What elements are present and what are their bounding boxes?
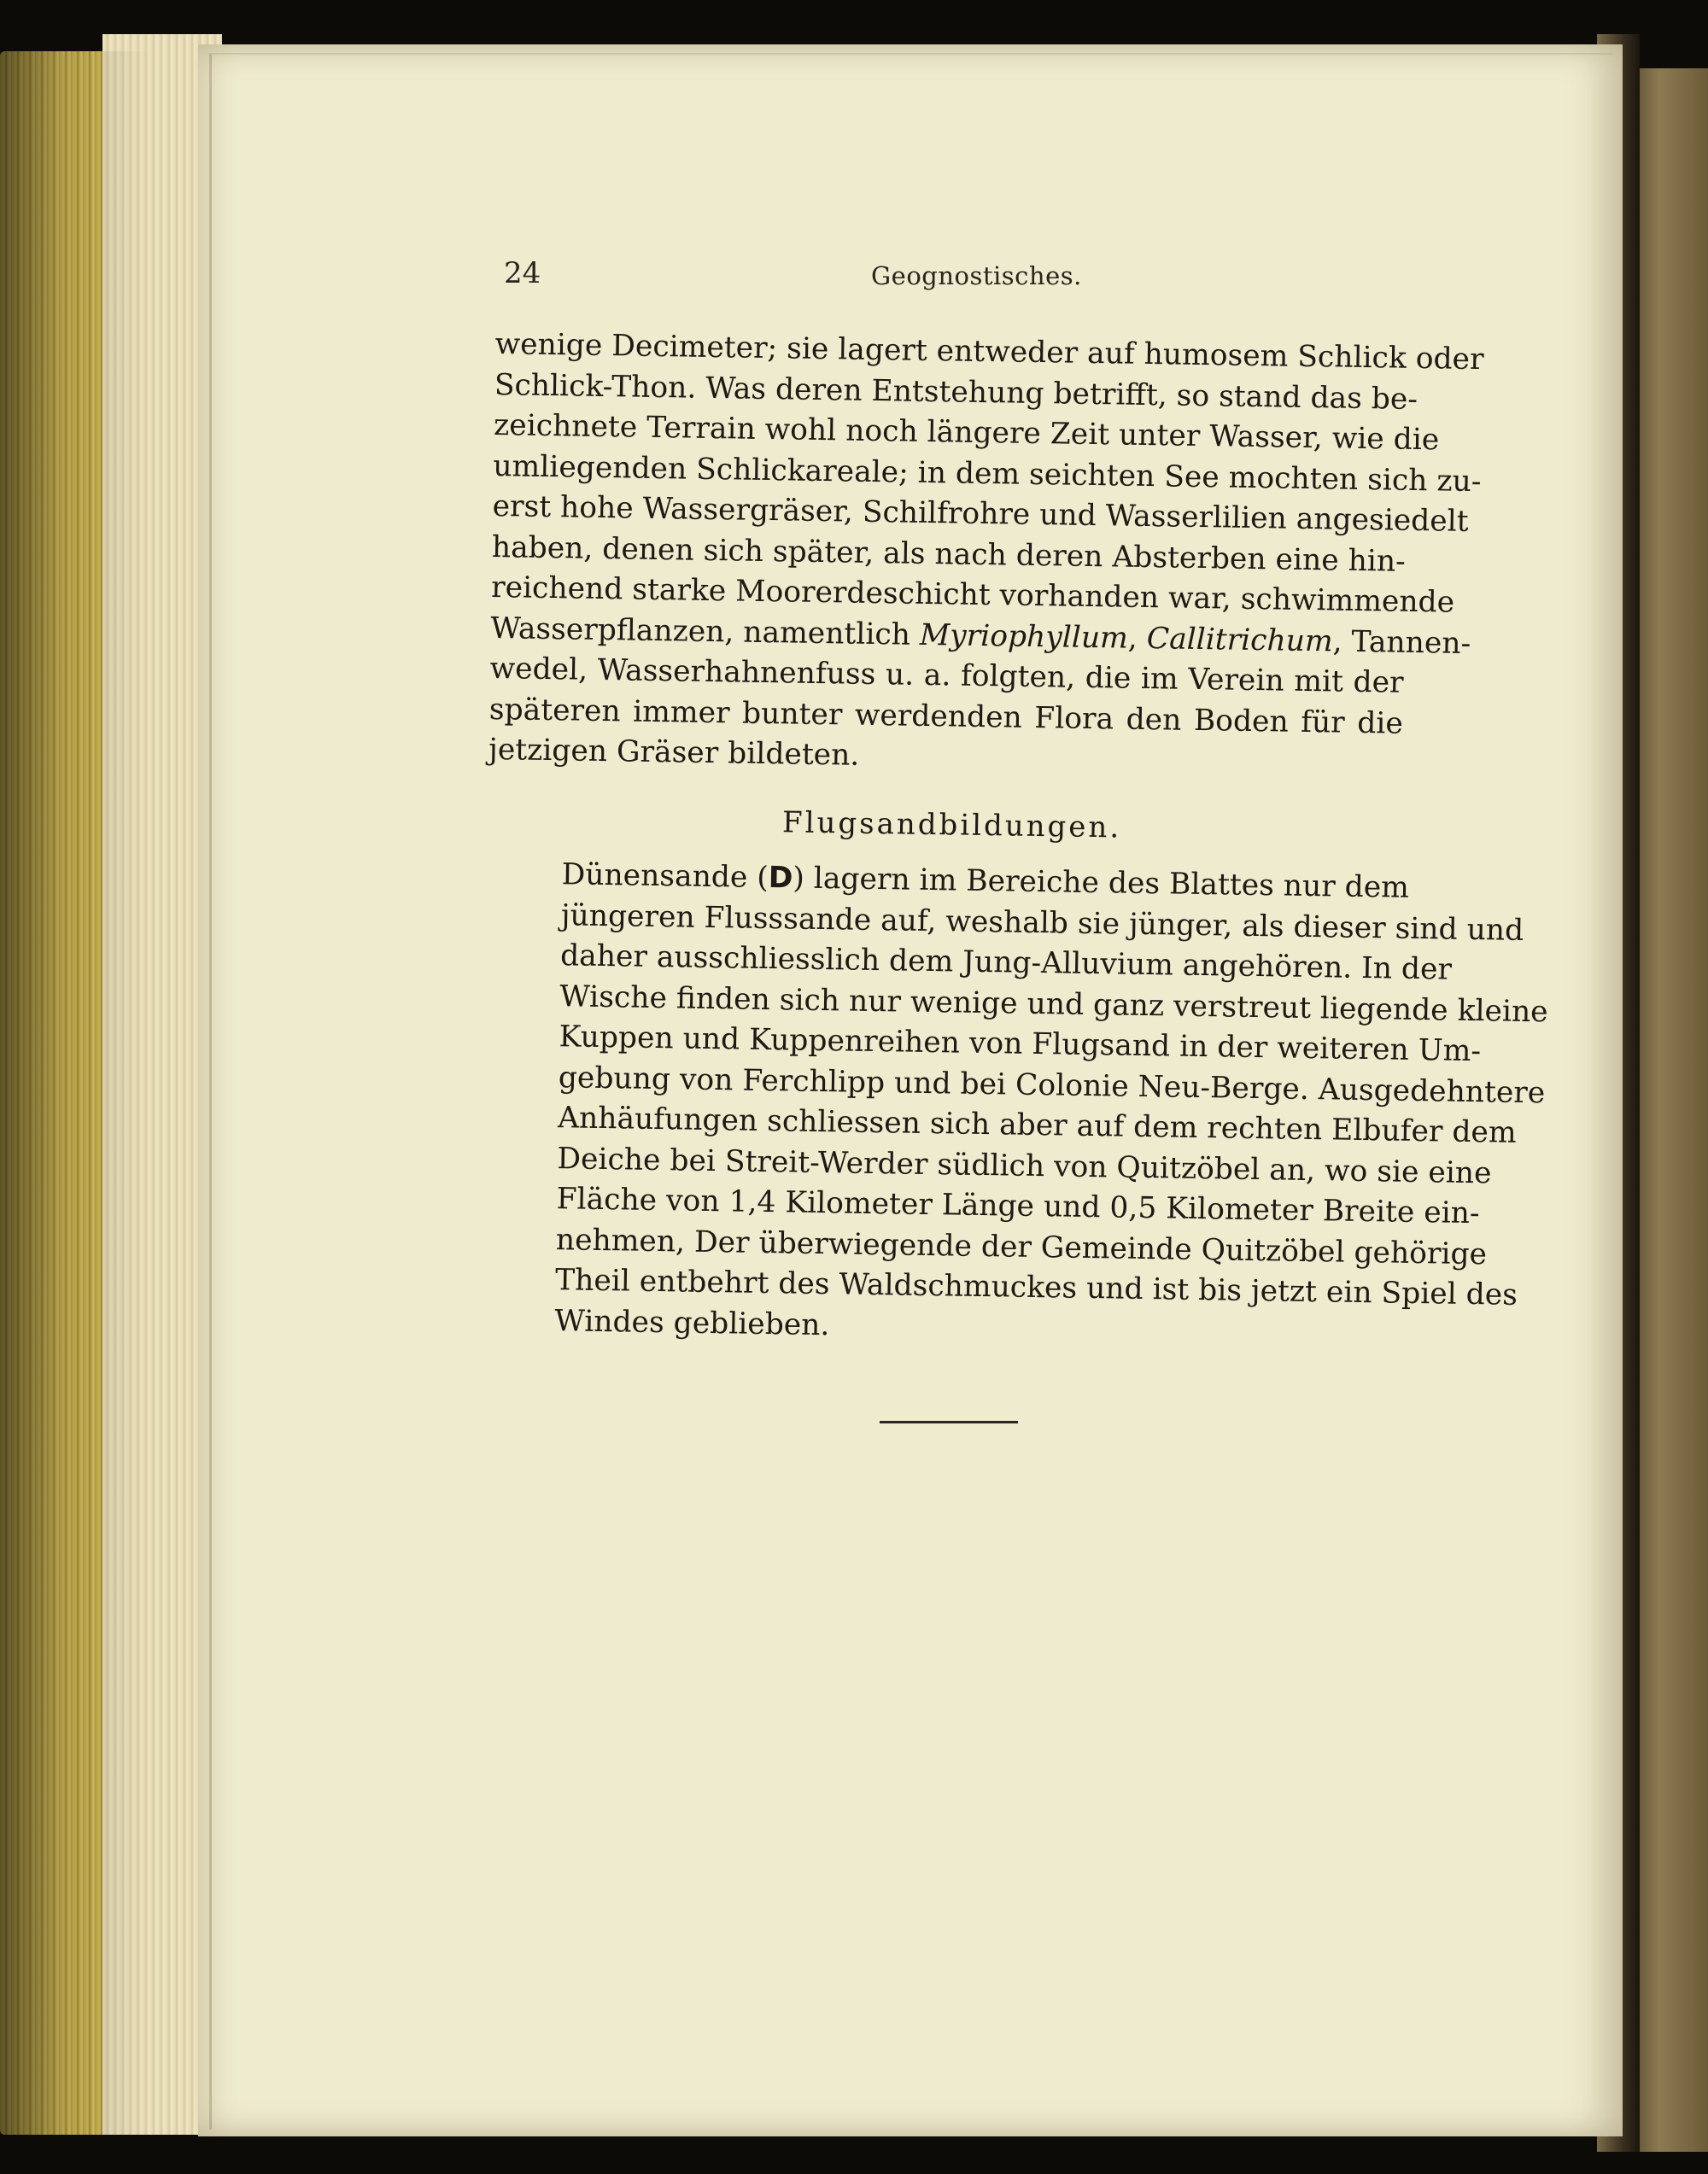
text-fragment: , [1127,621,1148,656]
text-line: Anhäufungen schliessen sich aber auf dem rechten Elbufer dem [557,1101,1517,1150]
species-name-myriophyllum: Myriophyllum [919,617,1129,656]
page-header [504,256,1426,299]
text-line: umliegenden Schlickareale; in dem seichten See mochten sich zu- [493,448,1482,499]
text-line: jetzigen Gräser bildeten. [488,732,860,773]
text-line: gebung von Ferchlipp und bei Colonie Neu-Berge. Ausgedehntere [558,1060,1546,1110]
text-line: reichend starke Moorerdeschicht vorhanden war, schwimmende [490,570,1455,620]
page-number: 24 [504,256,541,290]
end-rule [880,1421,1018,1423]
paragraph-duenensande [488,854,1548,1355]
text-line: erst hohe Wassergräser, Schilfrohre und Wasserlilien angesiedelt [492,488,1469,539]
text-line: zeichnete Terrain wohl noch längere Zeit unter Wasser, wie die [493,407,1440,458]
text-line: Fläche von 1,4 Kilometer Länge und 0,5 Kilometer Breite ein- [556,1182,1480,1231]
text-fragment: , Tannen- [1332,623,1471,661]
text-fragment: Dünensande ( [561,857,769,896]
paragraph-moor [488,324,1484,785]
text-line: Schlick-Thon. Was deren Entstehung betrifft, so stand das be- [494,367,1418,417]
text-line: Windes geblieben. [554,1303,830,1342]
section-heading: Flugsandbildungen. [781,805,1122,845]
text-line: nehmen, Der überwiegende der Gemeinde Quitzöbel gehörige [555,1222,1488,1271]
text-fragment: ) lagern im Bereiche des Blattes nur dem [793,861,1410,905]
text-line: daher ausschliesslich dem Jung-Alluvium angehören. In der [559,938,1453,987]
text-line: Kuppen und Kuppenreihen von Flugsand in der weiteren Um- [559,1020,1482,1069]
running-title: Geognostisches. [871,261,1082,290]
map-symbol-d: D [768,861,793,896]
species-name-callitrichum: Callitrichum [1146,621,1333,658]
text-line: späteren immer bunter werdenden Flora den Boden für die [488,692,1404,741]
page-edges-shadow [0,51,214,2135]
text-line: wenige Decimeter; sie lagert entweder auf humosem Schlick oder [494,326,1484,377]
text-line: wedel, Wasserhahnenfuss u. a. folgten, die im Verein mit der [489,651,1404,700]
text-line: haben, denen sich später, als nach deren Absterben eine hin- [491,529,1407,579]
text-line: jüngeren Flusssande auf, weshalb sie jünger, als dieser sind und [560,897,1524,948]
text-fragment: Wasserpflanzen, namentlich [490,611,921,652]
text-line: Deiche bei Streit-Werder südlich von Quitzöbel an, wo sie eine [557,1141,1492,1190]
text-line: Wische finden sich nur wenige und ganz verstreut liegende kleine [559,979,1548,1029]
text-line: Theil entbehrt des Waldschmuckes und ist bis jetzt ein Spiel des [554,1263,1518,1312]
